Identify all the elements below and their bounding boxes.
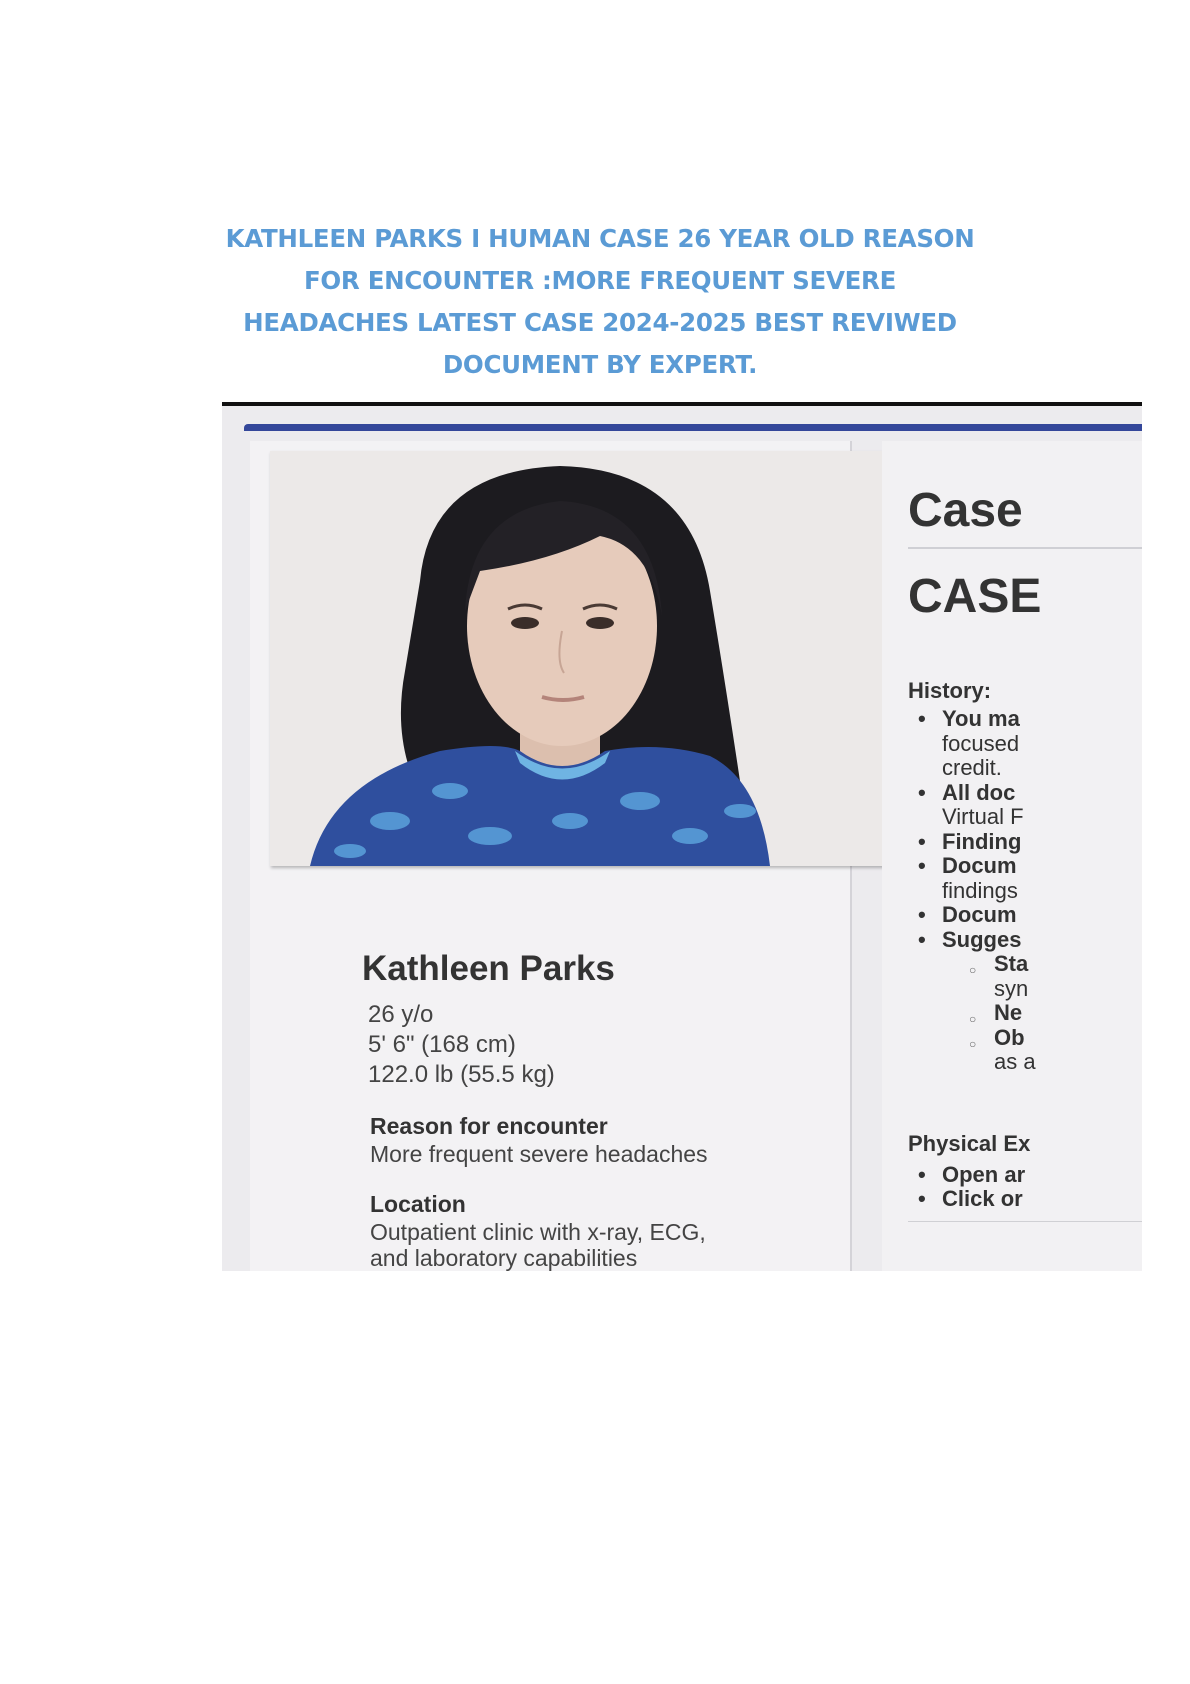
list-item: • Sugges (914, 928, 1036, 953)
history-list (914, 707, 1036, 1075)
sub-list-item: ○ Sta (914, 952, 1036, 977)
sub-list-item: ○ Ne (914, 1001, 1036, 1026)
document-title (200, 218, 1000, 386)
sub-list-item: ○ Ob (914, 1026, 1036, 1051)
patient-name: Kathleen Parks (362, 949, 615, 988)
location-line-2: and laboratory capabilities (370, 1245, 638, 1271)
sub-list-item-continuation: syn (994, 975, 1029, 1001)
physical-exam-label: Physical Ex (908, 1131, 1031, 1156)
patient-weight: 122.0 lb (55.5 kg) (368, 1061, 555, 1088)
patient-portrait (270, 451, 890, 866)
list-item: • Open ar (914, 1163, 1025, 1187)
patient-avatar-illustration (270, 451, 890, 866)
title-line-1: KATHLEEN PARKS I HUMAN CASE 26 YEAR OLD REASON (225, 224, 975, 253)
case-title: CASE (908, 570, 1042, 623)
case-heading: Case (908, 484, 1023, 537)
list-item-continuation: focused (942, 730, 1020, 756)
sub-list-item-continuation: as a (994, 1049, 1036, 1074)
screenshot-photo (222, 402, 1142, 1271)
list-item: • Docum (914, 903, 1036, 928)
divider (908, 1221, 1142, 1222)
list-item: • You ma (914, 707, 1036, 732)
history-label: History: (908, 678, 992, 703)
list-item-continuation: credit. (942, 755, 1002, 780)
list-item: • Click or (914, 1187, 1025, 1211)
app-header-bar (244, 424, 1142, 431)
patient-card (250, 441, 852, 1271)
physical-exam-list (914, 1163, 1025, 1211)
location-heading: Location (370, 1191, 466, 1217)
case-panel (882, 441, 1142, 1271)
title-line-2: FOR ENCOUNTER :MORE FREQUENT SEVERE (303, 266, 897, 295)
location-text (370, 1219, 706, 1271)
reason-heading: Reason for encounter (370, 1113, 608, 1139)
title-line-4: DOCUMENT BY EXPERT. (442, 350, 758, 379)
reason-text: More frequent severe headaches (370, 1141, 708, 1167)
list-item: • All doc (914, 781, 1036, 806)
title-line-3: HEADACHES LATEST CASE 2024-2025 BEST REVIWED (243, 308, 957, 337)
patient-height: 5' 6" (168 cm) (368, 1031, 516, 1058)
patient-age: 26 y/o (368, 1001, 434, 1028)
list-item: • Finding (914, 830, 1036, 855)
list-item-continuation: findings (942, 877, 1018, 903)
list-item: • Docum (914, 854, 1036, 879)
location-line-1: Outpatient clinic with x-ray, ECG, (370, 1219, 706, 1245)
list-item-continuation: Virtual F (942, 804, 1024, 829)
divider (908, 547, 1142, 549)
